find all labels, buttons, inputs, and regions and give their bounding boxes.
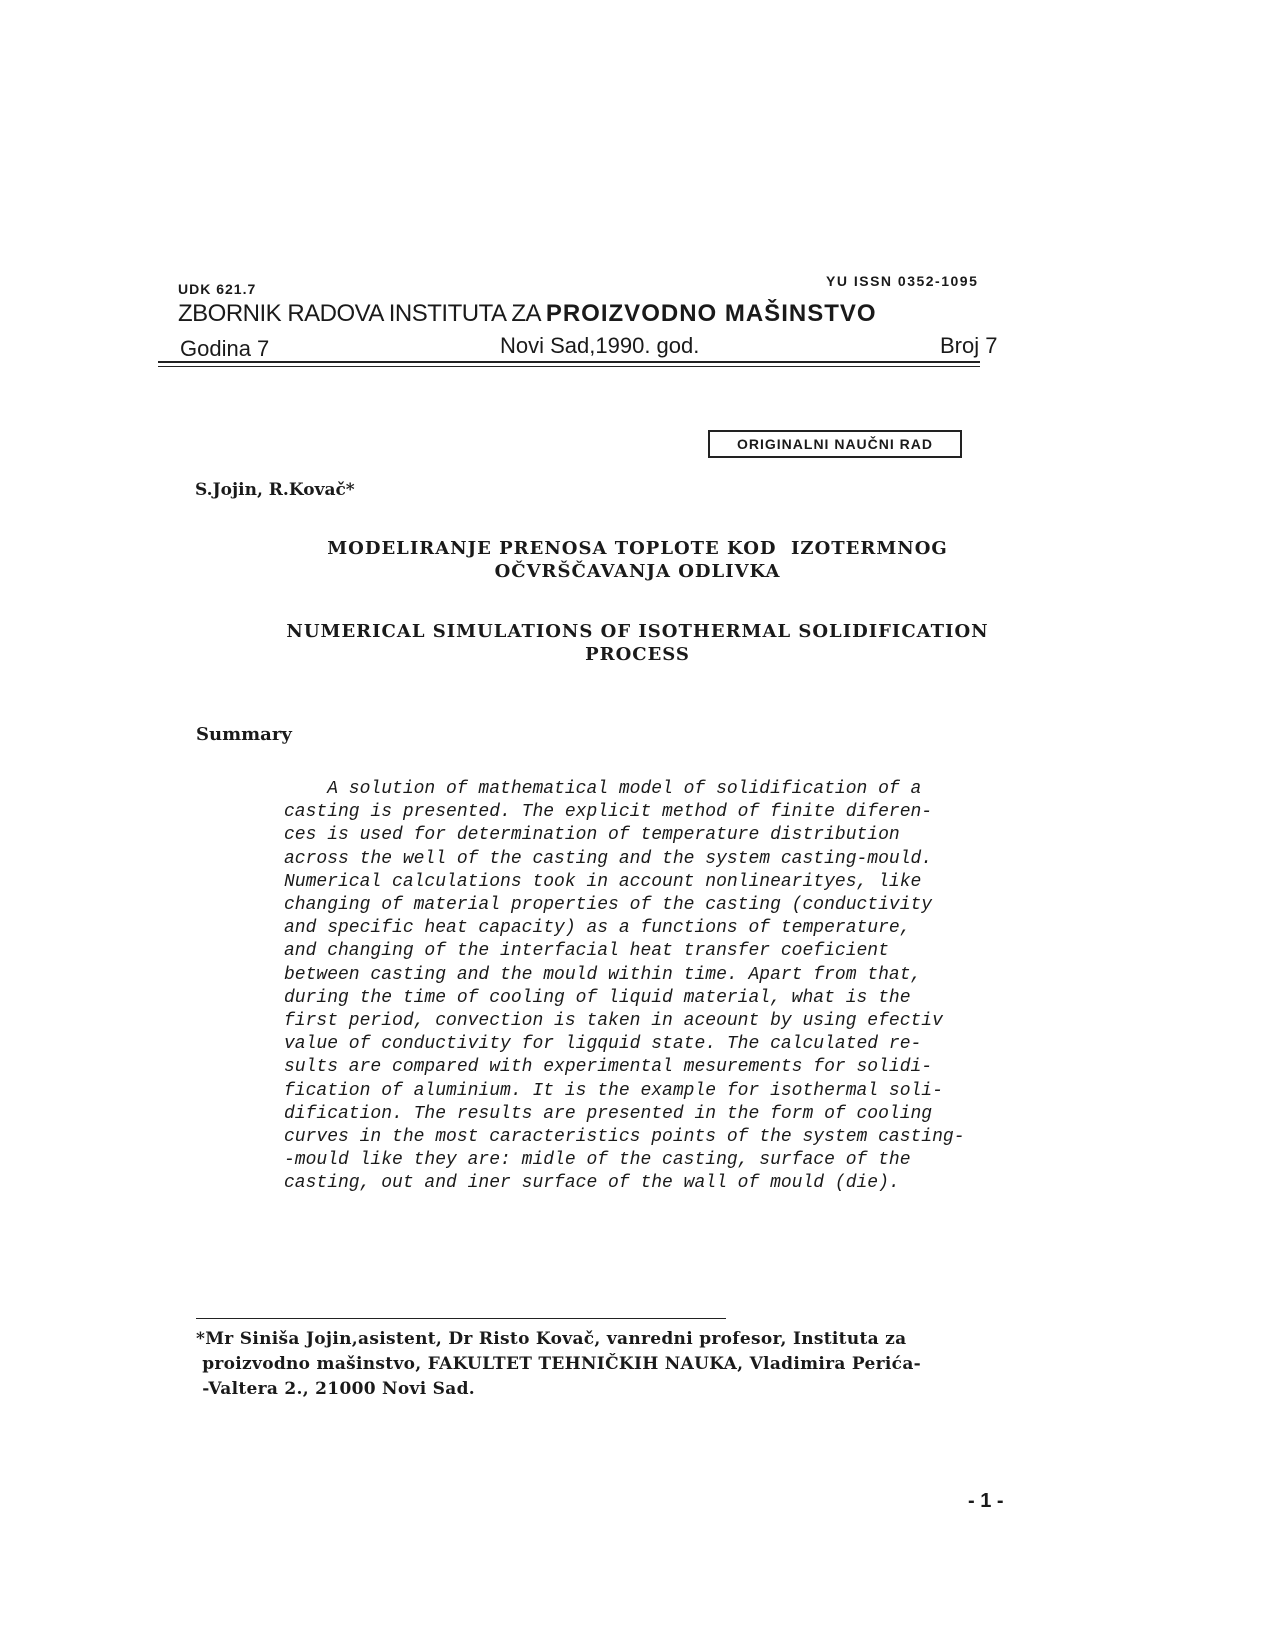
summary-heading: Summary bbox=[196, 724, 292, 745]
abstract-line: A solution of mathematical model of solidification of a bbox=[284, 779, 922, 799]
abstract-line: Numerical calculations took in account nonlinearityes, like bbox=[284, 871, 922, 892]
footnote-rule bbox=[196, 1318, 726, 1319]
abstract-line: sults are compared with experimental mesurements for solidi- bbox=[284, 1057, 933, 1078]
header-rule-thin bbox=[158, 366, 980, 367]
abstract-line: curves in the most caracteristics points of the system casting- bbox=[284, 1127, 965, 1148]
abstract-line: dification. The results are presented in the form of cooling bbox=[284, 1103, 933, 1124]
footnote bbox=[196, 1327, 921, 1402]
abstract-line: ces is used for determination of temperature distribution bbox=[284, 825, 900, 846]
abstract-line: across the well of the casting and the system casting-mould. bbox=[284, 848, 933, 869]
abstract-line: casting is presented. The explicit method of finite diferen- bbox=[284, 802, 933, 823]
title-local-line: OČVRŠČAVANJA ODLIVKA bbox=[494, 561, 781, 582]
footnote-line: *Mr Siniša Jojin,asistent, Dr Risto Kovač, vanredni profesor, Instituta za bbox=[196, 1329, 907, 1349]
title-english-line: PROCESS bbox=[585, 644, 690, 665]
title-local-line: MODELIRANJE PRENOSA TOPLOTE KOD IZOTERMNOG bbox=[327, 538, 948, 559]
abstract-line: changing of material properties of the casting (conductivity bbox=[284, 895, 933, 916]
title-english bbox=[0, 620, 1275, 666]
journal-year: Godina 7 bbox=[180, 336, 270, 361]
abstract-line: between casting and the mould within time. Apart from that, bbox=[284, 964, 922, 985]
journal-issue: Broj 7 bbox=[940, 333, 998, 358]
abstract-line: and changing of the interfacial heat transfer coeficient bbox=[284, 941, 889, 962]
abstract-line: value of conductivity for ligquid state. The calculated re- bbox=[284, 1034, 922, 1055]
journal-title-bold: PROIZVODNO MAŠINSTVO bbox=[545, 300, 877, 327]
journal-place-date: Novi Sad,1990. god. bbox=[500, 333, 700, 358]
abstract-line: fication of aluminium. It is the example for isothermal soli- bbox=[284, 1080, 943, 1101]
abstract-line: first period, convection is taken in aceount by using efectiv bbox=[284, 1011, 943, 1032]
abstract-line: during the time of cooling of liquid material, what is the bbox=[284, 987, 911, 1008]
title-english-line: NUMERICAL SIMULATIONS OF ISOTHERMAL SOLIDIFICATION bbox=[286, 621, 989, 642]
issn-code: YU ISSN 0352-1095 bbox=[826, 273, 979, 289]
udk-code: UDK 621.7 bbox=[178, 281, 257, 297]
footnote-line: proizvodno mašinstvo, FAKULTET TEHNIČKIH NAUKA, Vladimira Perića- bbox=[196, 1354, 921, 1374]
abstract-line: -mould like they are: midle of the casting, surface of the bbox=[284, 1150, 911, 1171]
header-rule bbox=[158, 361, 980, 363]
journal-title bbox=[178, 300, 877, 328]
title-local bbox=[0, 537, 1275, 583]
page-number: - 1 - bbox=[968, 1490, 1004, 1512]
footnote-line: -Valtera 2., 21000 Novi Sad. bbox=[196, 1379, 475, 1399]
abstract-line: casting, out and iner surface of the wall of mould (die). bbox=[284, 1173, 900, 1194]
paper-type-badge: ORIGINALNI NAUČNI RAD bbox=[708, 430, 962, 458]
authors: S.Jojin, R.Kovač* bbox=[195, 480, 355, 500]
journal-title-regular: ZBORNIK RADOVA INSTITUTA ZA bbox=[178, 300, 546, 327]
abstract bbox=[284, 778, 965, 1196]
abstract-line: and specific heat capacity) as a functions of temperature, bbox=[284, 918, 911, 939]
